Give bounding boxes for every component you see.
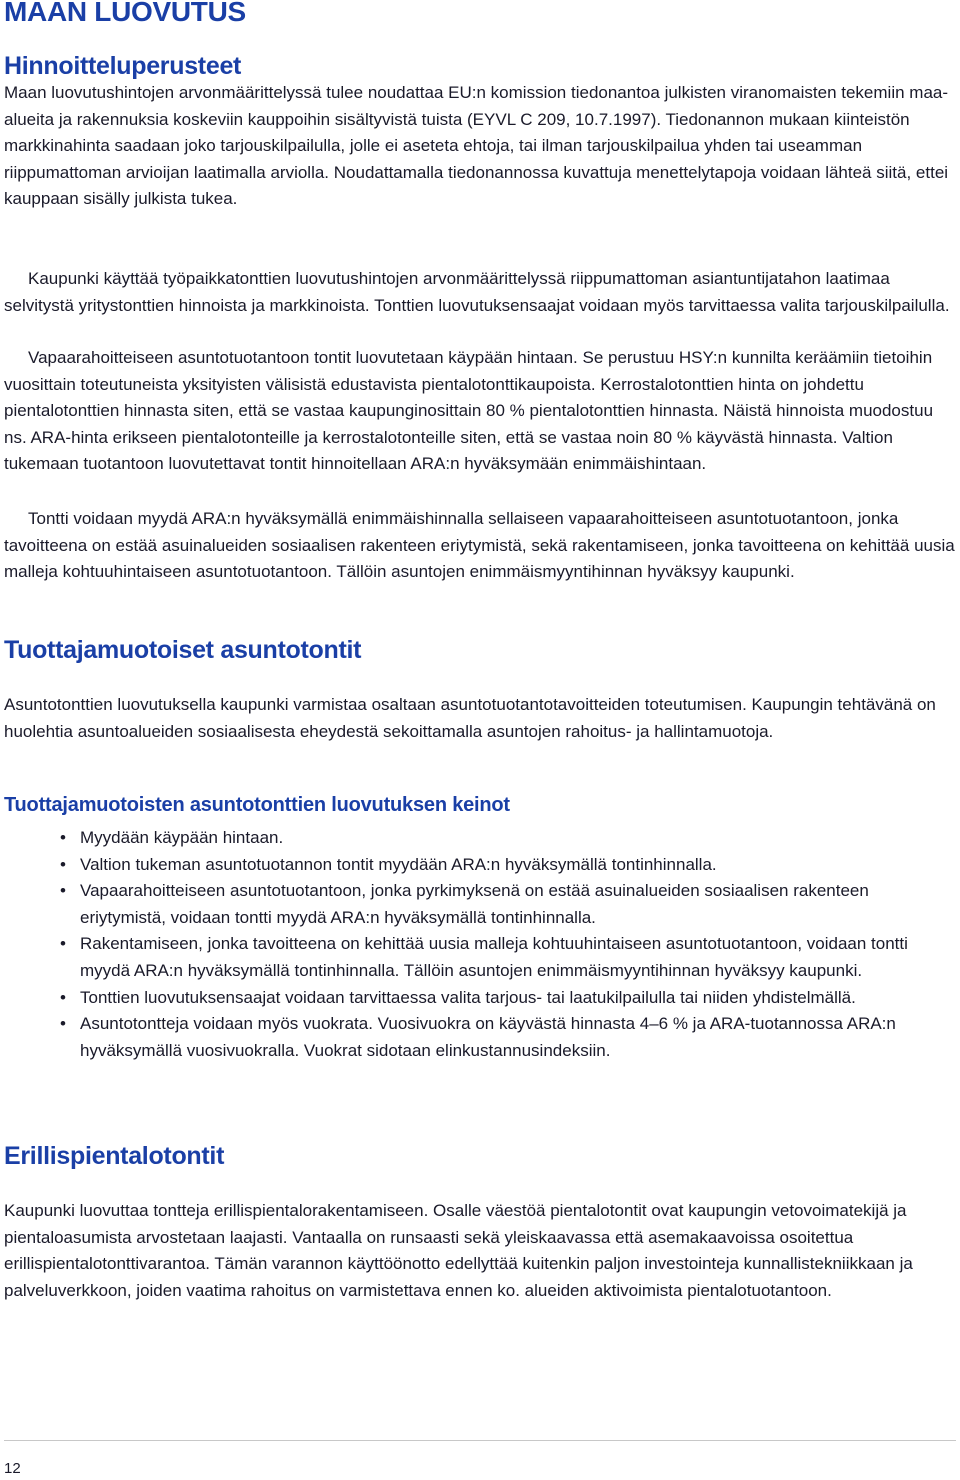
section-heading-pricing: Hinnoitteluperusteet [4, 52, 242, 80]
section-heading-detached: Erillispientalotontit [4, 1142, 225, 1170]
paragraph-pricing-2: Kaupunki käyttää työpaikkatonttien luovutushintojen arvonmäärittelyssä riippumattoman asiantuntijatahon laatimaa selvitystä yritystonttien hinnoista ja markkinoista. Tonttien luovutuksensaajat voidaan myös tarvittaessa valita tarjouskilpailulla. [4, 269, 950, 315]
subheading-tenure-means: Tuottajamuotoisten asuntotonttien luovutuksen keinot [4, 794, 510, 816]
bullet-icon: • [60, 854, 66, 874]
page-number: 12 [4, 1460, 21, 1477]
list-item: • Rakentamiseen, jonka tavoitteena on kehittää uusia malleja kohtuuhintaiseen asuntotuotantoon, voidaan tontti myydä ARA:n hyväksymällä tontinhinnalla. Tällöin asuntojen enimmäismyyntihinnan hyväksyy kaupunki. [4, 931, 956, 984]
list-item: • Valtion tukeman asuntotuotannon tontit myydään ARA:n hyväksymällä tontinhinnalla. [4, 852, 956, 879]
bullet-icon: • [60, 1014, 66, 1034]
bullet-list-tenure-means [4, 825, 956, 1064]
list-item: • Tonttien luovutuksensaajat voidaan tarvittaessa valita tarjous- tai laatukilpailulla tai niiden yhdistelmällä. [4, 985, 956, 1012]
bullet-icon: • [60, 987, 66, 1007]
paragraph-detached: Kaupunki luovuttaa tontteja erillispientalorakentamiseen. Osalle väestöä pientalotontit ovat kaupungin vetovoimatekijä ja pientaloasumista arvostetaan laajasti. Vantaalla on runsaasti sekä yleiskaavassa että asemakaavoissa osoitettua erillispientalotonttivarantoa. Tämän varannon käyttöönotto edellyttää kuitenkin paljon investointeja kunnallistekniikkaan ja palveluverkkoon, joiden vaatima rahoitus on varmistettava ennen ko. alueiden aktivoimista pientalotuotantoon. [4, 1201, 913, 1300]
list-item: • Asuntotontteja voidaan myös vuokrata. Vuosivuokra on käyvästä hinnasta 4–6 % ja ARA-tuotannossa ARA:n hyväksymällä vuosivuokralla. Vuokrat sidotaan elinkustannusindeksiin. [4, 1011, 956, 1064]
paragraph-tenure: Asuntotonttien luovutuksella kaupunki varmistaa osaltaan asuntotuotantotavoitteiden toteutumisen. Kaupungin tehtävänä on huolehtia asuntoalueiden sosiaalisesta eheydestä sekoittamalla asuntojen rahoitus- ja hallintamuotoja. [4, 695, 936, 741]
bullet-icon: • [60, 881, 66, 901]
section-heading-tenure: Tuottajamuotoiset asuntotontit [4, 636, 362, 664]
footer-divider [4, 1440, 956, 1441]
bullet-icon: • [60, 828, 66, 847]
list-item: • Vapaarahoitteiseen asuntotuotantoon, jonka pyrkimyksenä on estää asuinalueiden sosiaalisen rakenteen eriytymistä, voidaan tontti myydä ARA:n hyväksymällä tontinhinnalla. [4, 878, 956, 931]
paragraph-pricing-3: Vapaarahoitteiseen asuntotuotantoon tontit luovutetaan käypään hintaan. Se perustuu HSY:n kunnilta keräämiin tietoihin vuosittain toteutuneista yksityisten välisistä edustavista pientalotonttikaupoista. Kerrostalotonttien hinta on johdettu pientalotonttien hinnasta siten, että se vastaa kaupunginosittain 80 % pientalotonttien hinnasta. Näistä hinnoista muodostuu ns. ARA-hinta erikseen pientalotonteille ja kerrostalotonteille siten, että se vastaa noin 80 % käyvästä hinnasta. Valtion tukemaan tuotantoon luovutettavat tontit hinnoitellaan ARA:n hyväksymään enimmäishintaan. [4, 348, 934, 474]
list-item: • Myydään käypään hintaan. [4, 825, 956, 852]
page-title: MAAN LUOVUTUS [4, 0, 246, 27]
bullet-icon: • [60, 934, 66, 954]
paragraph-pricing-4: Tontti voidaan myydä ARA:n hyväksymällä enimmäishinnalla sellaiseen vapaarahoitteiseen asuntotuotantoon, jonka tavoitteena on estää asuinalueiden sosiaalisen rakenteen eriytymistä, sekä rakentamiseen, jonka tavoitteena on kehittää uusia malleja kohtuuhintaiseen asuntotuotantoon. Tällöin asuntojen enimmäismyyntihinnan hyväksyy kaupunki. [4, 509, 955, 582]
paragraph-pricing-1: Maan luovutushintojen arvonmäärittelyssä tulee noudattaa EU:n komission tiedonantoa julkisten viranomaisten tekemiin maa-alueita ja rakennuksia koskeviin kauppoihin sisältyvistä tuista (EYVL C 209, 10.7.1997). Tiedonannon mukaan kiinteistön markkinahinta saadaan joko tarjouskilpailulla, jolle ei aseteta ehtoja, tai ilman tarjouskilpailua yhden tai useamman riippumattoman arvioijan laatimalla arviolla. Noudattamalla tiedonannossa kuvattuja menettelytapoja voidaan lähteä siitä, ettei kauppaan sisälly julkista tukea. [4, 83, 949, 209]
